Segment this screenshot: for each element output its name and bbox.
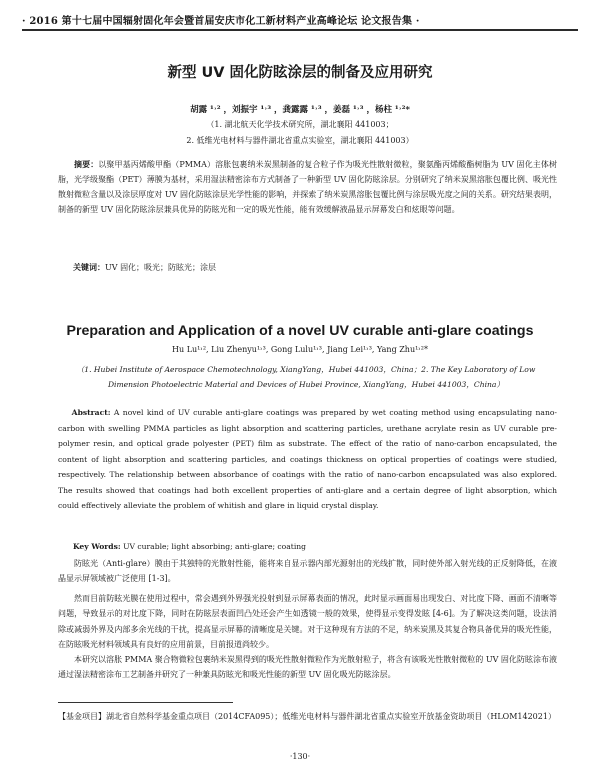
funding-footnote: 【基金项目】湖北省自然科学基金重点项目（2014CFA095）；低维光电材料与器件湖北省重点实验室开放基金资助项目（HLOM142021）	[58, 712, 556, 721]
chinese-abstract-text: 以聚甲基丙烯酸甲酯（PMMA）溶胀包裹纳米炭黑制备的复合粒子作为吸光性散射微粒，聚氨酯丙烯酸酯树脂为 UV 固化主体树脂，光学级聚酯（PET）薄膜为基材，采用湿法精密涂布方式制备了一种新型 UV 固化防眩涂层。分别研究了纳米炭黑溶胀包覆比例、吸光性散射微粒含量以及涂层厚度对 UV 固化防眩涂层光学性能的影响，并探索了纳米炭黑溶胀包覆比例与涂层吸光度之间的关系。研究结果表明，制备的新型 UV 固化防眩涂层兼具优异的防眩光和一定的吸光性能，能有效缓解液晶显示屏幕发白和炫眼等问题。	[58, 160, 558, 214]
english-authors: Hu Lu¹˒², Liu Zhenyu¹˒³, Gong Lulu¹˒³, Jiang Lei¹˒³, Yang Zhu¹˒²*	[172, 345, 428, 354]
english-keywords-label: Key Words:	[73, 542, 121, 551]
chinese-authors: 胡露 ¹˒² ，刘振宇 ¹˒³ ，龚露露 ¹˒³ ，姜磊 ¹˒³ ，杨柱 ¹˒²*	[190, 105, 410, 115]
footnote-divider	[58, 702, 233, 703]
body-paragraph-2: 然而目前防眩光膜在使用过程中，常会遇到外界强光投射到显示屏幕表面的情况，此时显示画面易出现发白、对比度下降、画面不清晰等问题，导致显示的对比度下降，同时在防眩层表面凹凸处还会产生如透镜一般的效果，使得显示变得发眩 [4-6]。为了解决这类问题，设法消除或减弱外界及内部多余光线的干扰，提高显示屏幕的清晰度是关键。对于这种现有方法的不足，纳米炭黑及其复合物具备优异的吸光性能，在防眩吸光材料领域具有良好的应用前景，目前报道尚较少。	[58, 594, 557, 649]
chinese-affiliation-1: （1. 湖北航天化学技术研究所，湖北襄阳 441003；	[206, 120, 394, 129]
chinese-title: 新型 UV 固化防眩涂层的制备及应用研究	[167, 65, 433, 81]
english-abstract-label: Abstract:	[71, 408, 111, 417]
body-paragraph-1: 防眩光（Anti-glare）膜由于其独特的光散射性能，能将来自显示器内部光源射出的光线扩散，同时使外部入射光线的正反射降低，在液晶显示屏领域被广泛使用 [1-3]。	[58, 559, 557, 584]
chinese-abstract-label: 摘要：	[74, 159, 99, 169]
running-header-text: · 2016 第十七届中国辐射固化年会暨首届安庆市化工新材料产业高峰论坛 论文报告集 ·	[22, 16, 420, 27]
chinese-keywords-text: UV 固化；吸光；防眩光；涂层	[105, 263, 217, 272]
page-number: ·130·	[289, 752, 311, 761]
english-abstract	[58, 405, 557, 514]
chinese-abstract	[58, 157, 557, 217]
english-keywords-text: UV curable; light absorbing; anti-glare; coating	[123, 542, 307, 551]
english-keywords	[73, 542, 306, 551]
chinese-keywords	[73, 262, 216, 273]
english-title: Preparation and Application of a novel UV curable anti-glare coatings	[66, 323, 534, 339]
chinese-keywords-label: 关键词：	[73, 262, 105, 272]
english-affiliation: （1. Hubei Institute of Aerospace Chemotechnology, XiangYang，Hubei 441003，China；2. The Key Laboratory of Low Dimension Photoelectric Material and Devices of Hubei Province, XiangYang，Hubei 441003，China）	[76, 365, 536, 389]
english-abstract-text: A novel kind of UV curable anti-glare coatings was prepared by wet coating method using encapsulating nano-carbon with swelling PMMA particles as light absorption and scattering particles, urethane acrylate resin as UV curable pre-polymer resin, and optical grade polyester (PET) film as substrate. The effect of the ratio of nano-carbon encapsulated, the content of light absorption and scattering particles, and coatings thickness on optical properties of coatings were studied, respectively. The relationship between absorbance of coatings with the ratio of nano-carbon encapsulated was also explored. The results showed that coatings had both excellent properties of anti-glare and a certain degree of light absorption, which could effectively alleviate the problem of whitish and glare in liquid crystal display.	[58, 408, 557, 510]
running-header	[22, 9, 578, 31]
body-paragraph-3: 本研究以溶胀 PMMA 聚合物微粒包裹纳米炭黑得到的吸光性散射微粒作为光散射粒子，将含有该吸光性散射微粒的 UV 固化防眩涂布液通过湿法精密涂布工艺制备并研究了一种兼具防眩光和吸光性能的新型 UV 固化吸光防眩涂层。	[58, 655, 557, 680]
chinese-affiliation-2: 2. 低维光电材料与器件湖北省重点实验室，湖北襄阳 441003）	[186, 136, 414, 145]
